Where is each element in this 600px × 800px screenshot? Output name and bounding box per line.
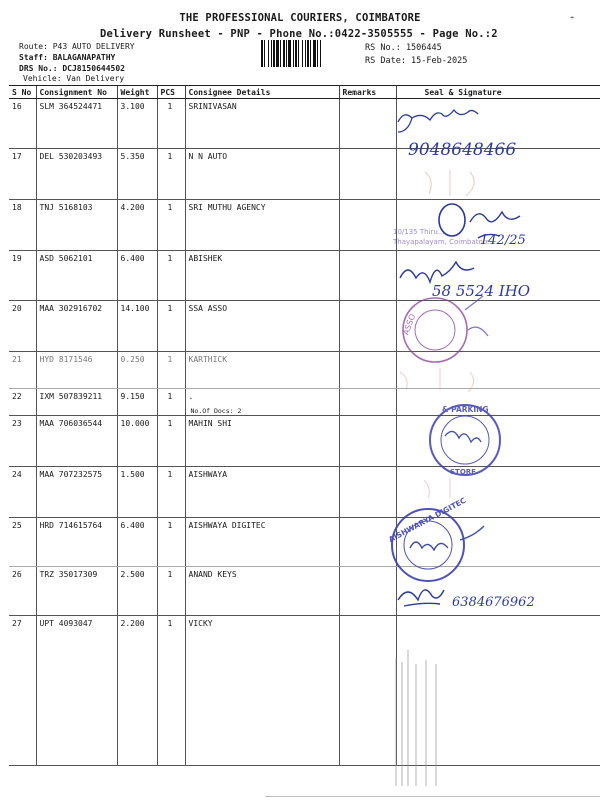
- column-header: Consignee Details: [185, 86, 339, 99]
- consignee-details: MAHIN SHI: [185, 416, 339, 467]
- consignee-details: N N AUTO: [185, 149, 339, 200]
- table-row: [9, 200, 600, 251]
- remarks-cell: [339, 99, 396, 149]
- weight: 3.100: [117, 99, 157, 149]
- consignment-number: IXM 507839211: [36, 389, 117, 416]
- consignee-details: ANAND KEYS: [185, 567, 339, 616]
- signature-cell: [396, 416, 600, 467]
- remarks-cell: [339, 416, 396, 467]
- handwritten-phone-26: 6384676962: [452, 595, 535, 610]
- serial-number: 19: [9, 251, 36, 301]
- column-header: Seal & Signature: [396, 86, 600, 99]
- table-header-row: [9, 86, 600, 99]
- pieces: 1: [157, 149, 185, 200]
- consignment-number: UPT 4093047: [36, 616, 117, 766]
- handwritten-phone-19: 58 5524 IHO: [432, 282, 531, 300]
- signature-cell: [396, 389, 600, 416]
- barcode-bar: [288, 40, 291, 67]
- barcode-bar: [307, 40, 309, 67]
- signature-cell: [396, 352, 600, 389]
- vehicle-label: Vehicle: Van Delivery: [23, 74, 125, 83]
- remarks-cell: [339, 467, 396, 518]
- pieces: 1: [157, 200, 185, 251]
- weight: 5.350: [117, 149, 157, 200]
- pieces: 1: [157, 251, 185, 301]
- consignee-details: SRINIVASAN: [185, 99, 339, 149]
- signature-cell: [396, 301, 600, 352]
- signature-cell: [396, 467, 600, 518]
- consignment-number: HRD 714615764: [36, 518, 117, 567]
- rs-number: RS No.: 1506445: [365, 43, 442, 53]
- consignee-details-text: .: [188, 392, 194, 401]
- pieces: 1: [157, 389, 185, 416]
- runsheet-table: [9, 85, 600, 766]
- consignment-number: MAA 707232575: [36, 467, 117, 518]
- column-header: Consignment No: [36, 86, 117, 99]
- pieces: 1: [157, 301, 185, 352]
- column-header: S No: [9, 86, 36, 99]
- barcode-bar: [286, 40, 287, 67]
- barcode-bar: [295, 40, 297, 67]
- barcode-bar: [313, 40, 316, 67]
- column-header: Remarks: [339, 86, 396, 99]
- consignment-number: HYD 8171546: [36, 352, 117, 389]
- pieces: 1: [157, 99, 185, 149]
- consignee-details: KARTHICK: [185, 352, 339, 389]
- corner-mark: ☂: [570, 14, 575, 22]
- seal-text: ASSO: [401, 312, 418, 337]
- table-row: [9, 467, 600, 518]
- table-row: [9, 149, 600, 200]
- barcode-bar: [317, 40, 318, 67]
- remarks-cell: [339, 200, 396, 251]
- consignee-details: ABISHEK: [185, 251, 339, 301]
- column-header: Weight: [117, 86, 157, 99]
- remarks-cell: [339, 301, 396, 352]
- barcode: [261, 40, 357, 67]
- consignment-number: ASD 5062101: [36, 251, 117, 301]
- barcode-bar: [264, 40, 265, 67]
- weight: 14.100: [117, 301, 157, 352]
- serial-number: 21: [9, 352, 36, 389]
- table-row: [9, 352, 600, 389]
- handwritten-phone-16: 9048648466: [408, 140, 517, 160]
- weight: 0.250: [117, 352, 157, 389]
- barcode-bar: [271, 40, 272, 67]
- table-row: [9, 389, 600, 416]
- serial-number: 18: [9, 200, 36, 251]
- weight: 6.400: [117, 251, 157, 301]
- barcode-bar: [268, 40, 269, 67]
- barcode-bar: [298, 40, 299, 67]
- barcode-bar: [283, 40, 285, 67]
- serial-number: 22: [9, 389, 36, 416]
- table-row: [9, 616, 600, 766]
- table-row: [9, 416, 600, 467]
- company-title: THE PROFESSIONAL COURIERS, COIMBATORE: [179, 12, 421, 24]
- stamp-text-top: & PARKING: [442, 405, 489, 414]
- weight: 2.200: [117, 616, 157, 766]
- consignment-number: DEL 530203493: [36, 149, 117, 200]
- svg-text:10/135 Thiru...: 10/135 Thiru...: [393, 228, 445, 236]
- signature-cell: [396, 149, 600, 200]
- consignment-number: SLM 364524471: [36, 99, 117, 149]
- remarks-cell: [339, 567, 396, 616]
- serial-number: 23: [9, 416, 36, 467]
- consignee-details: VICKY: [185, 616, 339, 766]
- barcode-bar: [320, 40, 321, 67]
- barcode-bar: [273, 40, 275, 67]
- weight: 2.500: [117, 567, 157, 616]
- serial-number: 17: [9, 149, 36, 200]
- consignment-number: TRZ 35017309: [36, 567, 117, 616]
- barcode-bar: [302, 40, 303, 67]
- pieces: 1: [157, 518, 185, 567]
- barcode-bar: [305, 40, 306, 67]
- consignment-number: MAA 302916702: [36, 301, 117, 352]
- drs-number: DRS No.: DCJ8150644502: [19, 64, 125, 73]
- barcode-bar: [310, 40, 311, 67]
- remarks-cell: [339, 518, 396, 567]
- table-row: [9, 251, 600, 301]
- runsheet-subtitle: Delivery Runsheet - PNP - Phone No.:0422-3505555 - Page No.:2: [100, 28, 498, 40]
- serial-number: 16: [9, 99, 36, 149]
- remarks-cell: [339, 149, 396, 200]
- consignee-details: AISHWAYA: [185, 467, 339, 518]
- remarks-cell: [339, 251, 396, 301]
- consignee-details: SRI MUTHU AGENCY: [185, 200, 339, 251]
- consignment-number: MAA 706036544: [36, 416, 117, 467]
- pieces: 1: [157, 416, 185, 467]
- consignee-details: AISHWAYA DIGITEC: [185, 518, 339, 567]
- barcode-bar: [276, 40, 279, 67]
- rs-date: RS Date: 15-Feb-2025: [365, 56, 468, 66]
- weight: 6.400: [117, 518, 157, 567]
- barcode-bar: [293, 40, 294, 67]
- remarks-cell: [339, 352, 396, 389]
- signature-cell: [396, 616, 600, 766]
- barcode-bar: [261, 40, 263, 67]
- column-header: PCS: [157, 86, 185, 99]
- serial-number: 20: [9, 301, 36, 352]
- consignee-details: SSA ASSO: [185, 301, 339, 352]
- table-row: [9, 567, 600, 616]
- weight: 9.150: [117, 389, 157, 416]
- pieces: 1: [157, 567, 185, 616]
- staff-label: Staff: BALAGANAPATHY: [19, 53, 116, 62]
- bottom-rule: [265, 796, 600, 797]
- pieces: 1: [157, 616, 185, 766]
- docs-count: No.Of Docs: 2: [190, 407, 242, 415]
- weight: 1.500: [117, 467, 157, 518]
- svg-text:Thayapalayam, Coimbatore: Thayapalayam, Coimbatore: [393, 238, 490, 246]
- stamp-text-bottom: STORE: [450, 468, 476, 476]
- weight: 4.200: [117, 200, 157, 251]
- remarks-cell: [339, 616, 396, 766]
- signature-cell: [396, 518, 600, 567]
- consignee-details: [185, 389, 339, 416]
- weight: 10.000: [117, 416, 157, 467]
- signature-cell: [396, 251, 600, 301]
- serial-number: 24: [9, 467, 36, 518]
- pieces: 1: [157, 467, 185, 518]
- remarks-cell: [339, 389, 396, 416]
- svg-text:142/25: 142/25: [480, 233, 526, 248]
- signature-cell: [396, 567, 600, 616]
- signature-cell: [396, 99, 600, 149]
- table-row: [9, 99, 600, 149]
- serial-number: 27: [9, 616, 36, 766]
- table-row: [9, 301, 600, 352]
- consignment-number: TNJ 5168103: [36, 200, 117, 251]
- route-label: Route: P43 AUTO DELIVERY: [19, 42, 135, 51]
- serial-number: 26: [9, 567, 36, 616]
- serial-number: 25: [9, 518, 36, 567]
- signature-cell: [396, 200, 600, 251]
- table-row: [9, 518, 600, 567]
- barcode-bar: [280, 40, 281, 67]
- pieces: 1: [157, 352, 185, 389]
- stamp-25-text: AISHWARYA DIGITEC: [387, 495, 468, 545]
